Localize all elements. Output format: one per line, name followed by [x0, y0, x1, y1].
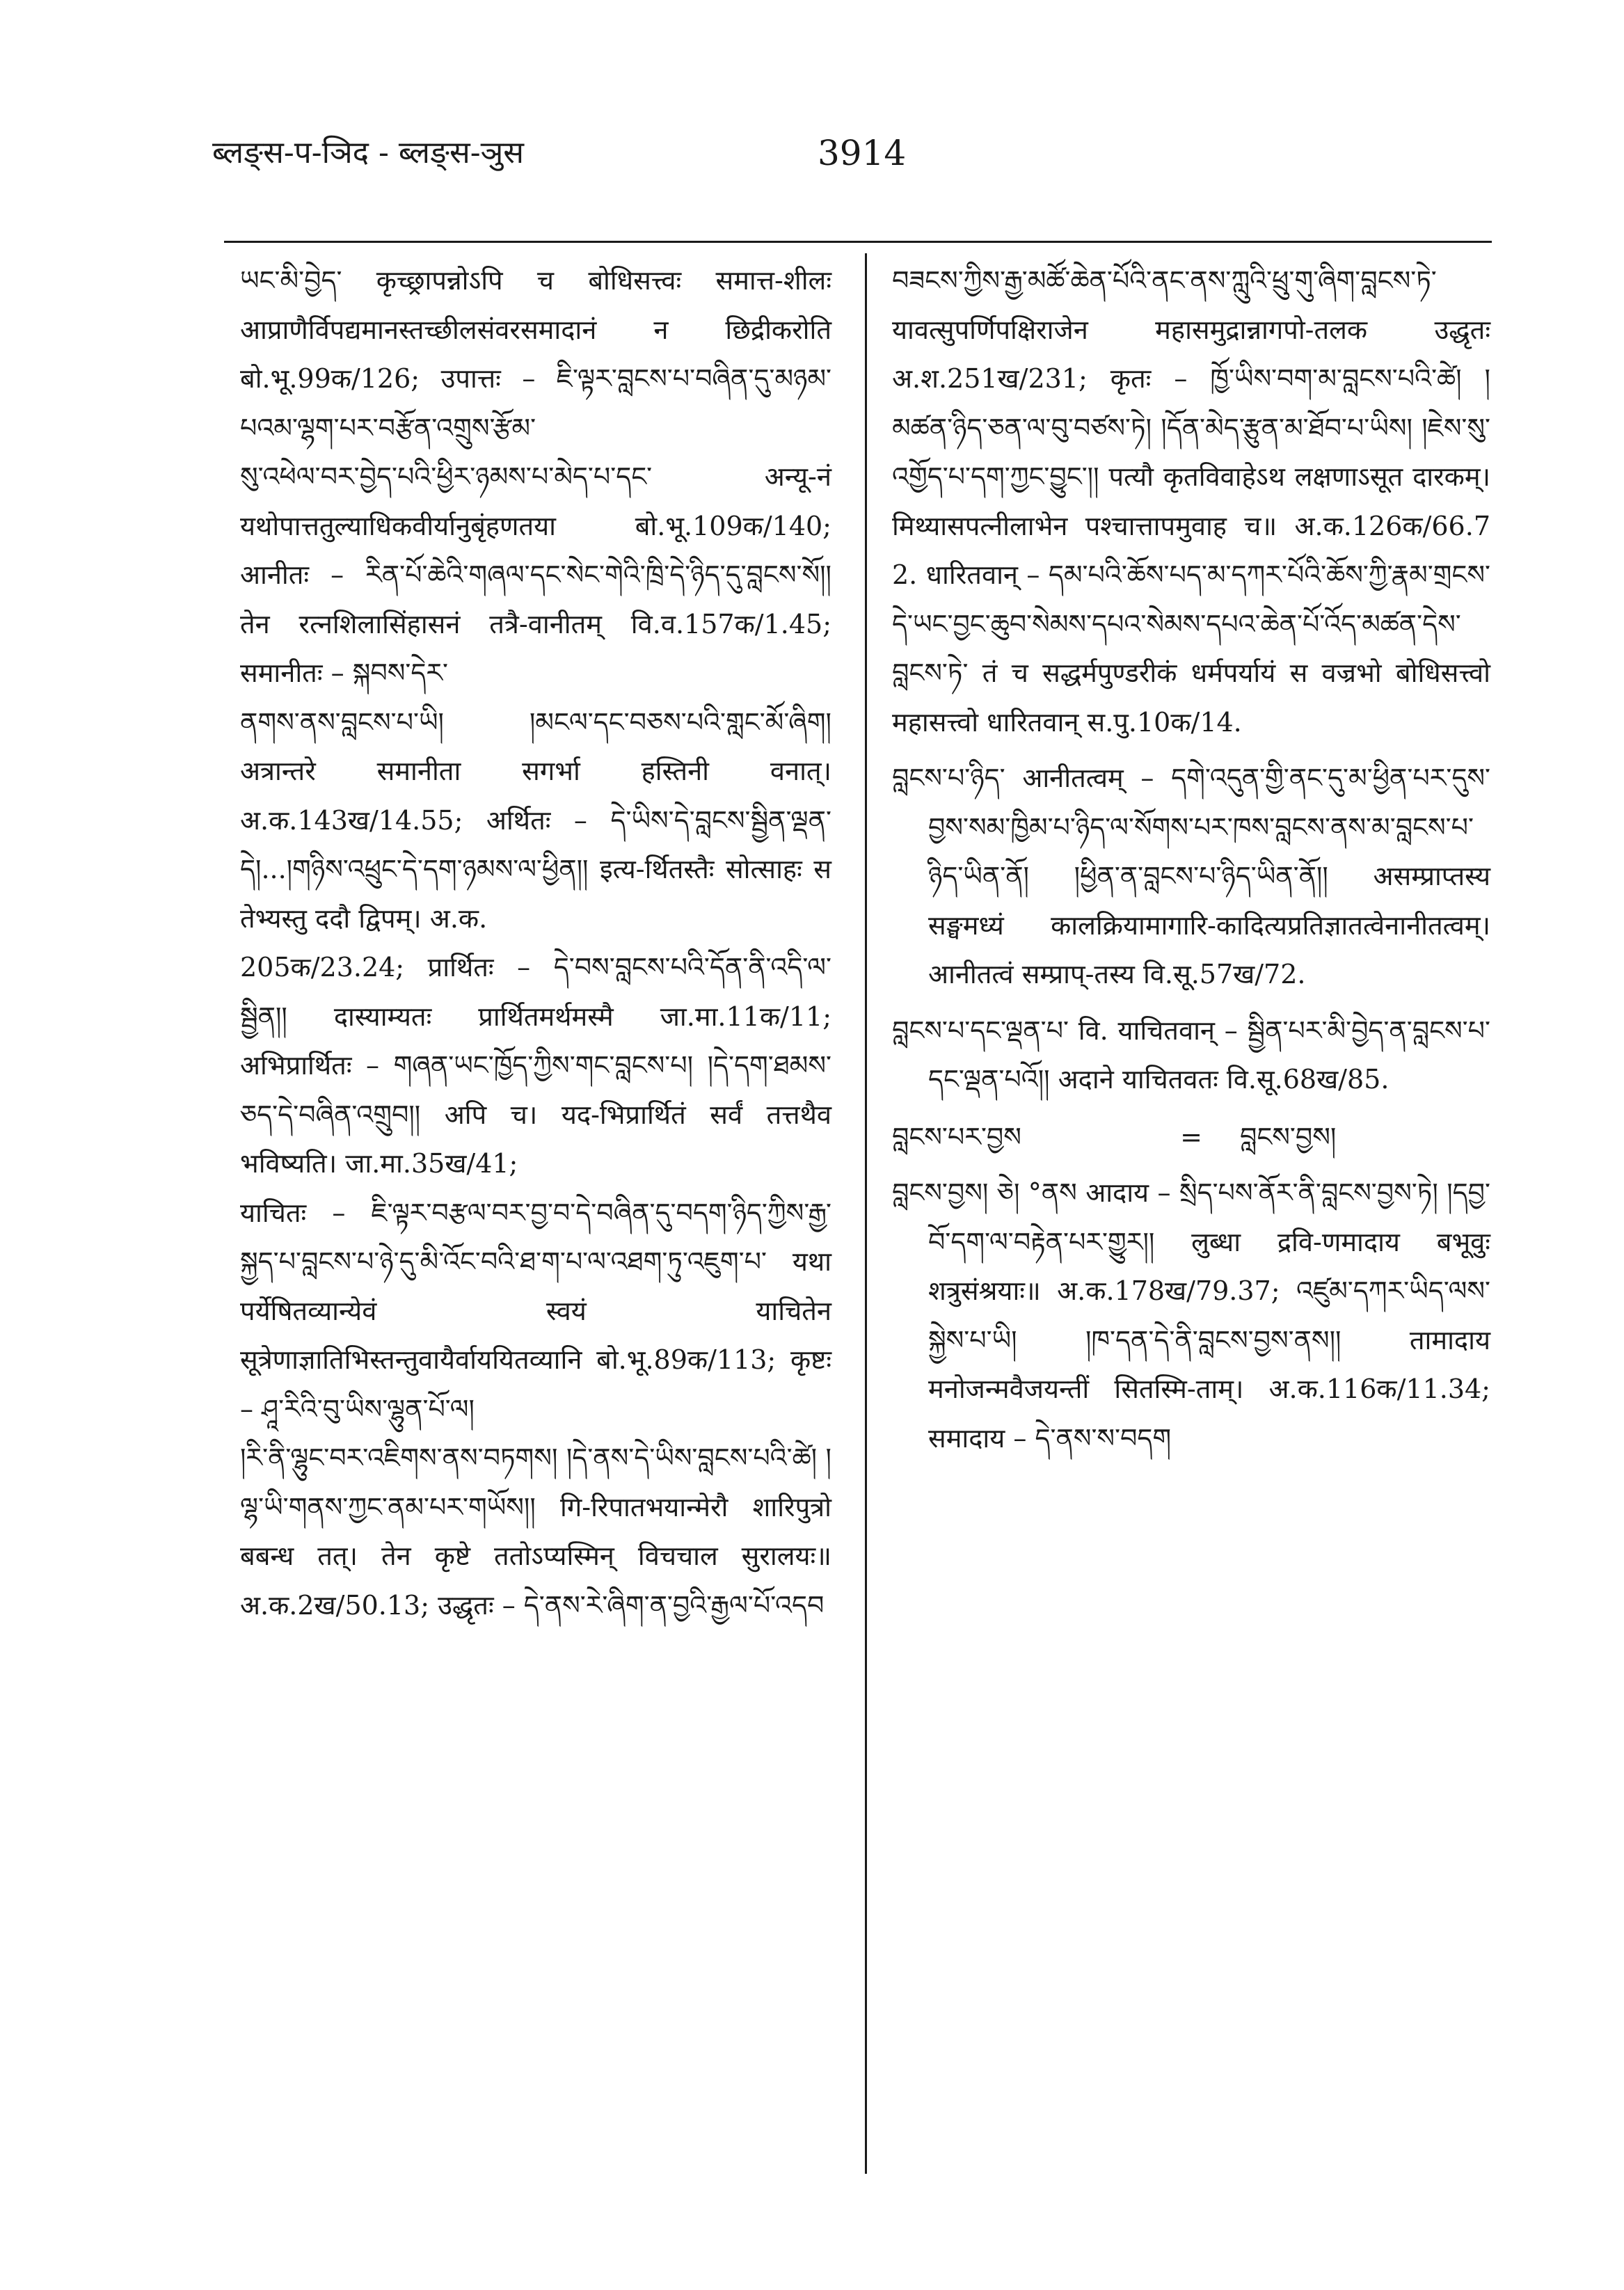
- dictionary-entry: བླངས་པ་ཉིད་ आनीतत्वम् – དགེ་འདུན་གྱི་ནང་དུ་མ་ཕྱིན་པར་དུས་བྱས་སམ་ཁྱིམ་པ་ཉིད་ལ་སོགས་པར་ཁས་བླངས་ནས་མ་བླངས་པ་ཉིད་ཡིན་ནོ། །ཕྱིན་ན་བླངས་པ་ཉིད་ཡིན་ནོ།། असम्प्राप्तस्य सङ्घमध्यं कालक्रियामागारि-कादित्यप्रतिज्ञातत्वेनानीतत्वम्। आनीतत्वं सम्प्राप्-तस्य वि.सू.57ख/72.: [892, 763, 1490, 989]
- right-column: [892, 256, 1490, 1463]
- left-paragraph: 205क/23.24; प्रार्थितः – དེ་བས་བླངས་པའི་དོན་ནི་འདི་ལ་སྦྱིན།། दास्याम्यतः प्रार्थितमर्थमस्मै जा.मा.11क/11; अभिप्रार्थितः – གཞན་ཡང་ཁྱོད་ཀྱིས་གང་བླངས་པ། །དེ་དག་ཐམས་ཅད་དེ་བཞིན་འགྲུབ།། अपि च। यद-भिप्रार्थितं सर्वं तत्तथैव भविष्यति। जा.मा.35ख/41;: [240, 952, 831, 1179]
- column-divider: [865, 253, 867, 2174]
- running-head: ब्लङ्स-प-ञिद - ब्लङ्स-ञुस: [212, 135, 524, 170]
- left-column: [240, 256, 831, 1630]
- continuation-paragraph: བཟངས་ཀྱིས་རྒྱ་མཚོ་ཆེན་པོའི་ནང་ནས་ཀླུའི་ཕྲུ་གུ་ཞིག་བླངས་ཏེ་ यावत्सुपर्णिपक्षिराजेन महासमुद्रान्नागपो-तलक उद्धृतः अ.श.251ख/231; कृतः – ཁྱོ་ཡིས་བག་མ་བླངས་པའི་ཚེ། །མཚན་ཉིད་ཅན་ལ་བུ་བཙས་ཏེ། །དོན་མེད་རྩུན་མ་ཐོབ་པ་ཡིས། །ཇེས་སུ་འགྱོད་པ་དག་ཀྱང་བྱུང་།། पत्यौ कृतविवाहेऽथ लक्षणाऽसूत दारकम्। मिथ्यासपत्नीलाभेन पश्चात्तापमुवाह च॥ अ.क.126क/66.7 2. धारितवान् – དམ་པའི་ཆོས་པད་མ་དཀར་པོའི་ཆོས་ཀྱི་རྣམ་གྲངས་དེ་ཡང་བྱང་ཆུབ་སེམས་དཔའ་སེམས་དཔའ་ཆེན་པོ་འོད་མཚན་དེས་བླངས་ཏེ་ तं च सद्धर्मपुण्डरीकं धर्मपर्यायं स वज्रभो बोधिसत्त्वो महासत्त्वो धारितवान् स.पु.10क/14.: [892, 265, 1490, 738]
- header-rule: [224, 241, 1492, 243]
- equals-sign: =: [1180, 1121, 1202, 1152]
- left-paragraph: ཡང་མི་བྱེད་ कृच्छ्रापन्नोऽपि च बोधिसत्त्वः समात्त-शीलः आप्राणैर्विपद्यमानस्तच्छीलसंवरसमादानं न छिद्रीकरोति बो.भू.99क/126; उपात्तः – ཇི་ལྟར་བླངས་པ་བཞིན་དུ་མཉམ་པའམ་ལྷག་པར་བརྩོན་འགྲུས་རྩོམ་: [240, 265, 831, 443]
- left-paragraph: ནགས་ནས་བླངས་པ་ཡི། །མངལ་དང་བཅས་པའི་གླང་མོ་ཞིག། अत्रान्तरे समानीता सगर्भा हस्तिनी वनात्। अ.क.143ख/14.55; अर्थितः – དེ་ཡིས་དེ་བླངས་སྦྱིན་ལྡན་དེ།...།གཉིས་འཕྲུང་དེ་དག་ཉམས་ལ་ཕྱིན།། इत्य-र्थितस्तैः सोत्साहः स तेभ्यस्तु ददौ द्विपम्। अ.क.: [240, 706, 831, 934]
- cross-reference: [892, 1113, 1490, 1162]
- dictionary-entry: བླངས་བྱས། ཅེ། °ནས आदाय – སྲིད་པས་ནོར་ནི་བླངས་བྱས་ཏེ། །དབྱ་བོ་དག་ལ་བརྟེན་པར་གྱུར།། लुब्धा द्रवि-णमादाय बभूवुः शत्रुसंश्रयाः॥ अ.क.178ख/79.37; འཛུམ་དཀར་ཡིད་ལས་སྐྱེས་པ་ཡི། །ཁ་དན་དེ་ནི་བླངས་བྱས་ནས།། तामादाय मनोजन्मवैजयन्तीं सितस्मि-ताम्। अ.क.116क/11.34; समादाय – དེ་ནས་ས་བདག: [892, 1177, 1490, 1454]
- cross-reference-term: བླངས་པར་བྱས: [892, 1121, 1021, 1152]
- cross-reference-target: བླངས་བྱས།: [1240, 1121, 1337, 1152]
- left-paragraph: याचितः – ཇི་ལྟར་བརྩལ་བར་བྱ་བ་དེ་བཞིན་དུ་བདག་ཉིད་ཀྱིས་རྒྱ་སྐྱད་པ་བླངས་པ་ཉེ་དུ་མི་འོང་བའི་ཐ་ག་པ་ལ་འཐག་ཏུ་འཇུག་པ་ यथा पर्येषितव्यान्येवं स्वयं याचितेन सूत्रेणाज्ञातिभिस्तन्तुवायैर्वाययितव्यानि बो.भू.89क/113; कृष्टः – ཤཱ་རིའི་བུ་ཡིས་ལྷུན་པོ་ལ།: [240, 1197, 831, 1424]
- page-number: 3914: [818, 133, 907, 173]
- left-paragraph: །རི་ནི་ལྷུང་བར་འཇིགས་ནས་བཏགས། །དེ་ནས་དེ་ཡིས་བླངས་པའི་ཚེ། །ལྷ་ཡི་གནས་ཀྱང་ནམ་པར་གཡོས།། गि-रिपातभयान्मेरौ शारिपुत्रो बबन्ध तत्। तेन कृष्टे ततोऽप्यस्मिन् विचचाल सुरालयः॥ अ.क.2ख/50.13; उद्धृतः – དེ་ནས་རེ་ཞིག་ན་བྱའི་རྒྱལ་པོ་འདབ: [240, 1442, 831, 1621]
- left-paragraph: སུ་འཕེལ་བར་བྱེད་པའི་ཕྱིར་ཉམས་པ་མེད་པ་དང་ अन्यू-नं यथोपात्ततुल्याधिकवीर्यानुबृंहणतया बो.भू.109क/140; आनीतः – རིན་པོ་ཆེའི་གཞལ་དང་སེང་གེའི་ཁྲི་དེ་ཉིད་དུ་བླངས་སོ།། तेन रत्नशिलासिंहासनं तत्रै-वानीतम् वि.व.157क/1.45; समानीतः – སྐབས་དེར་: [240, 461, 831, 688]
- dictionary-entry: བླངས་པ་དང་ལྡན་པ་ वि. याचितवान् – སྦྱིན་པར་མི་བྱེད་ན་བླངས་པ་དང་ལྡན་པའོ།། अदाने याचितवतः वि.सू.68ख/85.: [892, 1015, 1490, 1095]
